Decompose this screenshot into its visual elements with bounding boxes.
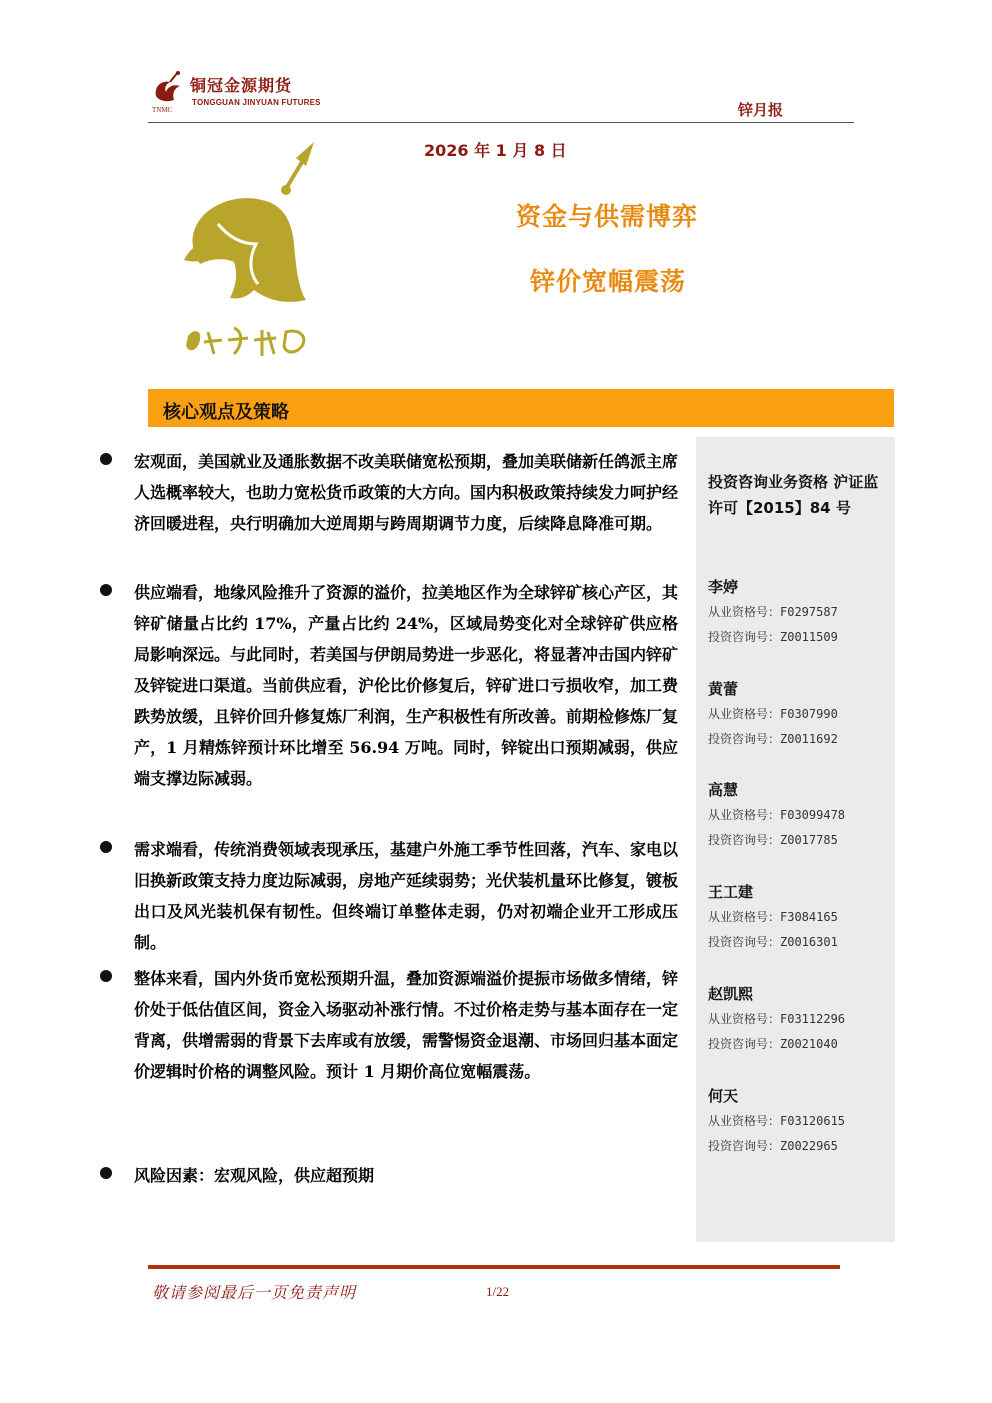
bullet-icon	[100, 453, 112, 465]
analyst-name: 何天	[708, 1087, 739, 1105]
bullet-icon	[100, 1167, 112, 1179]
practice-number: 从业资格号：F0307990	[708, 707, 838, 721]
analyst-name: 黄蕾	[708, 680, 739, 698]
analyst-card	[708, 676, 888, 752]
brand-abbr: TNMC	[152, 106, 173, 114]
report-type: 锌月报	[738, 101, 784, 119]
emblem-caption-calligraphy	[186, 328, 304, 356]
practice-number: 从业资格号：F3084165	[708, 910, 838, 924]
page-number: 1/22	[486, 1284, 510, 1299]
brand-logo-icon	[150, 70, 186, 110]
bullet-text: 风险因素：宏观风险，供应超预期	[134, 1166, 375, 1185]
bullet-text: 宏观面，美国就业及通胀数据不改美联储宽松预期，叠加美联储新任鸽派主席人选概率较大，也助力宽松货币政策的大方向。国内积极政策持续发力呵护经济回暖进程，央行明确加大逆周期与跨周期调节力度，后续降息降准可期。	[134, 452, 679, 533]
qualification-text: 投资咨询业务资格 沪证监许可【2015】84 号	[708, 473, 879, 517]
report-title-line1: 资金与供需博弈	[516, 202, 699, 231]
footer-divider	[148, 1265, 840, 1269]
analyst-card	[708, 1083, 888, 1159]
report-date: 2026 年 1 月 8 日	[424, 141, 567, 160]
practice-number: 从业资格号：F0297587	[708, 605, 838, 619]
advisory-number: 投资咨询号：Z0021040	[708, 1037, 838, 1051]
section-title: 核心观点及策略	[163, 402, 289, 423]
advisory-number: 投资咨询号：Z0011692	[708, 732, 838, 746]
bullet-icon	[100, 584, 112, 596]
bullet-text: 整体来看，国内外货币宽松预期升温，叠加资源端溢价提振市场做多情绪，锌价处于低估值区间，资金入场驱动补涨行情。不过价格走势与基本面存在一定背离，供增需弱的背景下去库或有放缓，需警惕资金退潮、市场回归基本面定价逻辑时价格的调整风险。预计 1 月期价高位宽幅震荡。	[134, 969, 679, 1081]
disclaimer-note: 敬请参阅最后一页免责声明	[152, 1283, 357, 1302]
analyst-card	[708, 777, 888, 853]
company-emblem-icon	[178, 140, 328, 370]
brand-name-en: TONGGUAN JINYUAN FUTURES	[192, 98, 321, 107]
advisory-number: 投资咨询号：Z0017785	[708, 833, 838, 847]
analyst-card	[708, 574, 888, 650]
analyst-card	[708, 879, 888, 955]
analyst-name: 高慧	[708, 781, 739, 799]
header-divider	[148, 122, 854, 123]
bullet-icon	[100, 841, 112, 853]
analyst-name: 李婷	[708, 578, 739, 596]
bullet-text: 供应端看，地缘风险推升了资源的溢价，拉美地区作为全球锌矿核心产区，其锌矿储量占比约 17%，产量占比约 24%，区域局势变化对全球锌矿供应格局影响深远。与此同时，若美国与伊朗局势进一步恶化，将显著冲击国内锌矿及锌锭进口渠道。当前供应看，沪伦比价修复后，锌矿进口亏损收窄，加工费跌势放缓，且锌价回升修复炼厂利润，生产积极性有所改善。前期检修炼厂复产，1 月精炼锌预计环比增至 56.94 万吨。同时，锌锭出口预期减弱，供应端支撑边际减弱。	[134, 583, 679, 788]
bullet-icon	[100, 970, 112, 982]
advisory-number: 投资咨询号：Z0011509	[708, 630, 838, 644]
report-title-line2: 锌价宽幅震荡	[530, 267, 687, 296]
analyst-name: 王工建	[708, 883, 754, 901]
analyst-card	[708, 981, 888, 1057]
practice-number: 从业资格号：F03112296	[708, 1012, 846, 1026]
brand-name-cn: 铜冠金源期货	[190, 76, 293, 95]
practice-number: 从业资格号：F03099478	[708, 808, 846, 822]
analyst-name: 赵凯熙	[708, 985, 754, 1003]
advisory-number: 投资咨询号：Z0022965	[708, 1139, 838, 1153]
advisory-number: 投资咨询号：Z0016301	[708, 935, 838, 949]
practice-number: 从业资格号：F03120615	[708, 1114, 846, 1128]
bullet-text: 需求端看，传统消费领域表现承压，基建户外施工季节性回落，汽车、家电以旧换新政策支持力度边际减弱，房地产延续弱势；光伏装机量环比修复，镀板出口及风光装机保有韧性。但终端订单整体走弱，仍对初端企业开工形成压制。	[134, 840, 679, 952]
